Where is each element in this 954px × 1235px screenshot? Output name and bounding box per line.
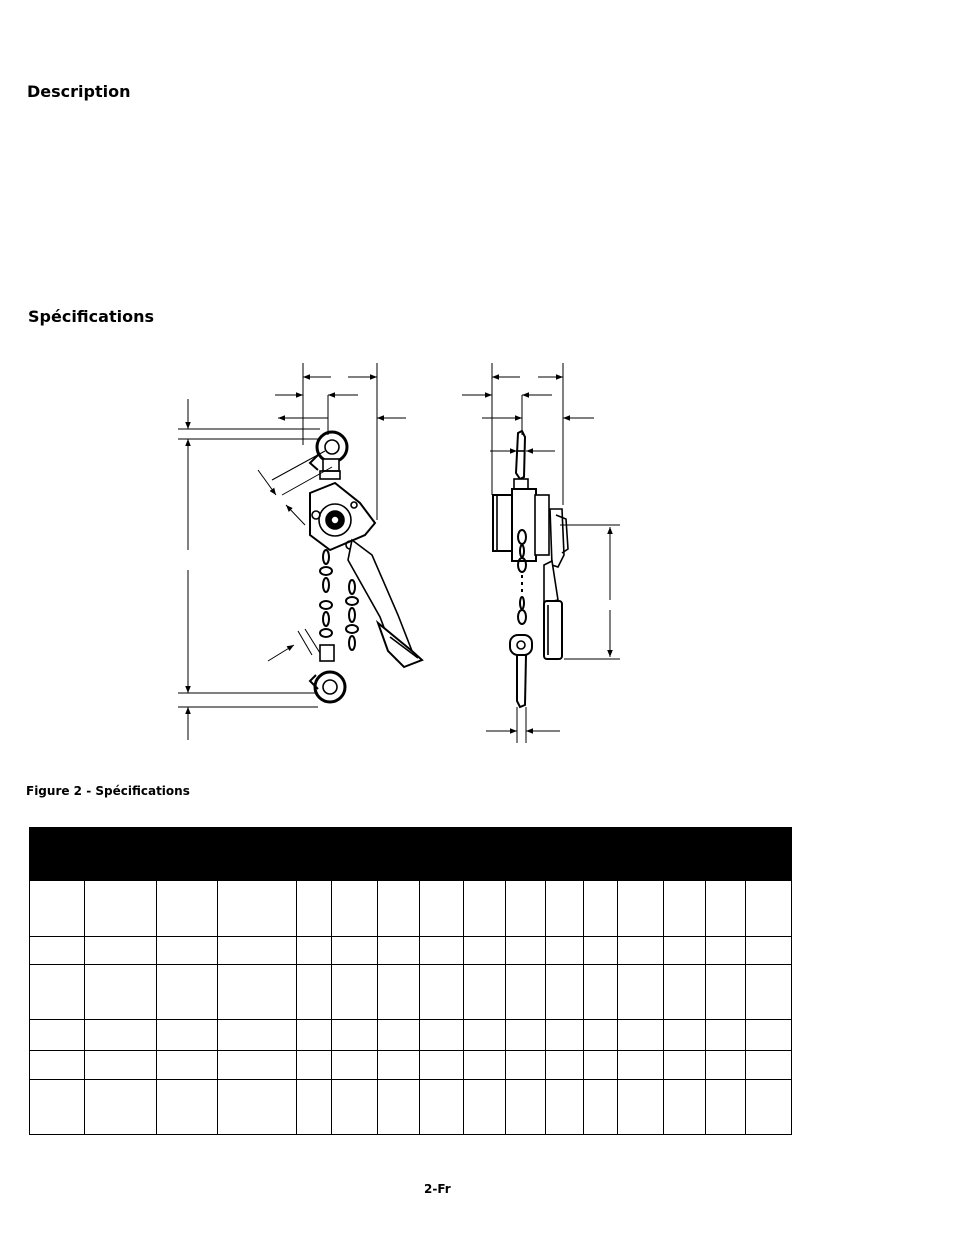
specifications-table bbox=[29, 827, 792, 1135]
lever-hoist-front-view-icon bbox=[310, 432, 422, 702]
specifications-heading: Spécifications bbox=[28, 307, 154, 326]
page-number: 2-Fr bbox=[424, 1182, 451, 1196]
table-row bbox=[30, 937, 792, 965]
description-heading: Description bbox=[27, 82, 131, 101]
table-row bbox=[30, 881, 792, 937]
table-row bbox=[30, 965, 792, 1020]
table-row bbox=[30, 1051, 792, 1080]
table-row bbox=[30, 1080, 792, 1135]
table-row bbox=[30, 1020, 792, 1051]
lever-hoist-side-view-icon bbox=[493, 431, 568, 707]
specifications-figure bbox=[160, 355, 640, 755]
table-header-row bbox=[30, 828, 792, 881]
table-header-cell bbox=[30, 828, 792, 881]
figure-caption: Figure 2 - Spécifications bbox=[26, 784, 190, 798]
